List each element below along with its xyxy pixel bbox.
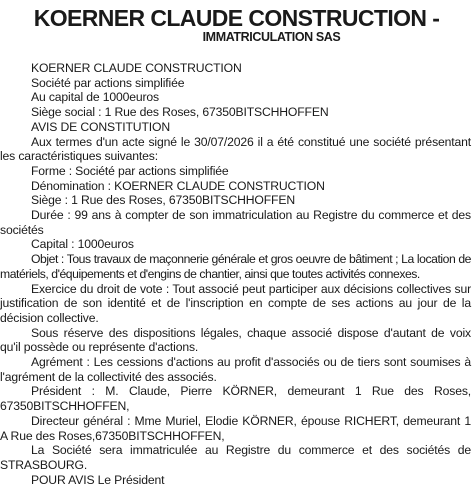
notice-type-line: AVIS DE CONSTITUTION <box>31 119 170 134</box>
approval-paragraph: Agrément : Les cessions d'actions au profit d'associés ou de tiers sont soumises à l'agrément de la collectivité des associés. <box>0 355 471 384</box>
votes-paragraph: Sous réserve des dispositions légales, chaque associé dispose d'autant de voix qu'il possède ou représente d'actions. <box>0 325 471 355</box>
denomination-line: Dénomination : KOERNER CLAUDE CONSTRUCTION <box>31 178 325 193</box>
notice-headline: KOERNER CLAUDE CONSTRUCTION - <box>33 5 440 31</box>
duration-paragraph: Durée : 99 ans à compter de son immatriculation au Registre du commerce et des sociétés <box>0 208 471 237</box>
signature-line: POUR AVIS Le Président <box>31 472 165 487</box>
capital-line: Capital : 1000euros <box>31 237 134 252</box>
general-director-paragraph: Directeur général : Mme Muriel, Elodie KÖRNER, épouse RICHERT, demeurant 1 A Rue des Roses,67350BITSCHHOFFEN, <box>0 413 471 443</box>
company-address-line: Siège social : 1 Rue des Roses, 67350BITSCHHOFFEN <box>31 105 329 120</box>
purpose-paragraph: Objet : Tous travaux de maçonnerie générale et gros oeuvre de bâtiment ; La location de matériels, d'équipements et d'engins de chantier, ainsi que toutes activités connexes. <box>0 252 471 281</box>
company-capital-line: Au capital de 1000euros <box>31 90 160 105</box>
voting-rights-paragraph: Exercice du droit de vote : Tout associé peut participer aux décisions collectives sur justification de son identité et de l'inscription en compte de ses actions au jour de la décision collective. <box>0 281 471 325</box>
form-line: Forme : Société par actions simplifiée <box>31 163 229 178</box>
deed-paragraph: Aux termes d'un acte signé le 30/07/2026 il a été constitué une société présentant les caractéristiques suivantes: <box>0 134 471 164</box>
registration-paragraph: La Société sera immatriculée au Registre du commerce et des sociétés de STRASBOURG. <box>0 443 471 472</box>
seat-line: Siège : 1 Rue des Roses, 67350BITSCHHOFFEN <box>31 193 295 208</box>
notice-body <box>0 61 471 487</box>
company-form-line: Société par actions simplifiée <box>31 75 185 90</box>
company-name-line: KOERNER CLAUDE CONSTRUCTION <box>31 61 242 75</box>
president-paragraph: Président : M. Claude, Pierre KÖRNER, demeurant 1 Rue des Roses, 67350BITSCHHOFFEN, <box>0 384 471 414</box>
notice-subheadline: IMMATRICULATION SAS <box>202 30 341 44</box>
